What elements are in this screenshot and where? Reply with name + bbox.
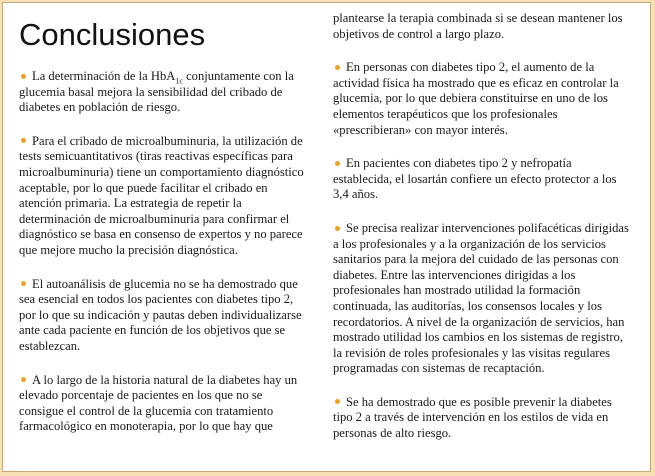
bullet-text: conjuntamente con la glucemia basal mejora la sensibilidad del cribado de diabetes en población de riesgo. — [19, 69, 294, 115]
conclusions-panel — [2, 2, 651, 472]
bullet-text: Se ha demostrado que es posible prevenir la diabetes tipo 2 a través de intervención en los estilos de vida en personas de alto riesgo. — [333, 394, 612, 441]
bullet-text: Para el cribado de microalbuminuria, la utilización de tests semicuantitativos (tiras reactivas específicas para microalbuminuria) tiene un comportamiento diagnóstico aceptable, por lo que puede facilitar el cribado en atención primaria. La estrategia de repetir la determinación de microalbuminuria para confirmar el diagnóstico se basa en consenso de expertos y no parece que mejore mucho la precisión diagnóstica. — [19, 133, 304, 257]
bullet-dot-icon — [335, 399, 340, 404]
bullet-text: En personas con diabetes tipo 2, el aumento de la actividad física ha mostrado que es eficaz en controlar la glucemia, por lo que debiera constituirse en uno de los elementos terapéuticos que los profesionales «prescribieran» con mayor interés. — [333, 60, 619, 137]
bullet-dot-icon — [21, 377, 26, 382]
bullet-dot-icon — [21, 74, 26, 79]
bullet-text: La determinación de la HbA — [32, 69, 176, 83]
bullet-text: A lo largo de la historia natural de la diabetes hay un elevado porcentaje de pacientes en los que no se consigue el control de la glucemia con tratamiento farmacológico en monoterapia, por lo que hay que — [19, 372, 298, 434]
bullet-intervenciones — [333, 221, 633, 377]
bullet-dot-icon — [335, 161, 340, 166]
page-title: Conclusiones — [19, 17, 206, 52]
bullet-microalbuminuria — [19, 134, 307, 259]
bullet-dot-icon — [21, 281, 26, 286]
bullet-text: En pacientes con diabetes tipo 2 y nefropatía establecida, el losartán confiere un efecto protector a los 3,4 años. — [333, 156, 617, 202]
right-column — [333, 3, 633, 460]
bullet-actividad-fisica — [333, 60, 633, 138]
bullet-text: plantearse la terapia combinada si se desean mantener los objetivos de control a largo plazo. — [333, 11, 623, 41]
bullet-historia-natural — [19, 373, 307, 435]
bullet-nefropatia — [333, 156, 633, 203]
bullet-dot-icon — [21, 138, 26, 143]
subscript: 1c — [175, 76, 183, 86]
bullet-prevencion — [333, 395, 633, 442]
bullet-dot-icon — [335, 226, 340, 231]
bullet-continuation — [333, 11, 633, 42]
bullet-text: Se precisa realizar intervenciones polifacéticas dirigidas a los profesionales y a la organización de los servicios sanitarios para la mejora del cuidado de las personas con diabetes. Entre las intervenciones dirigidas a los profesionales han mostrado utilidad la formación continuada, las auditorías, los consensos locales y los recordatorios. A nivel de la organización de servicios, han mostrado utilidad los cambios en los sistemas de registro, la revisión de roles profesionales y las visitas regulares programadas con sistemas de recaptación. — [333, 220, 629, 376]
bullet-autoanalisis — [19, 277, 307, 355]
bullet-hba1c — [19, 69, 307, 116]
left-column — [19, 3, 307, 453]
bullet-text: El autoanálisis de glucemia no se ha demostrado que sea esencial en todos los pacientes con diabetes tipo 2, por lo que su indicación y pautas deben individualizarse ante cada paciente en función de los objetivos que se establezcan. — [19, 276, 302, 353]
bullet-dot-icon — [335, 65, 340, 70]
